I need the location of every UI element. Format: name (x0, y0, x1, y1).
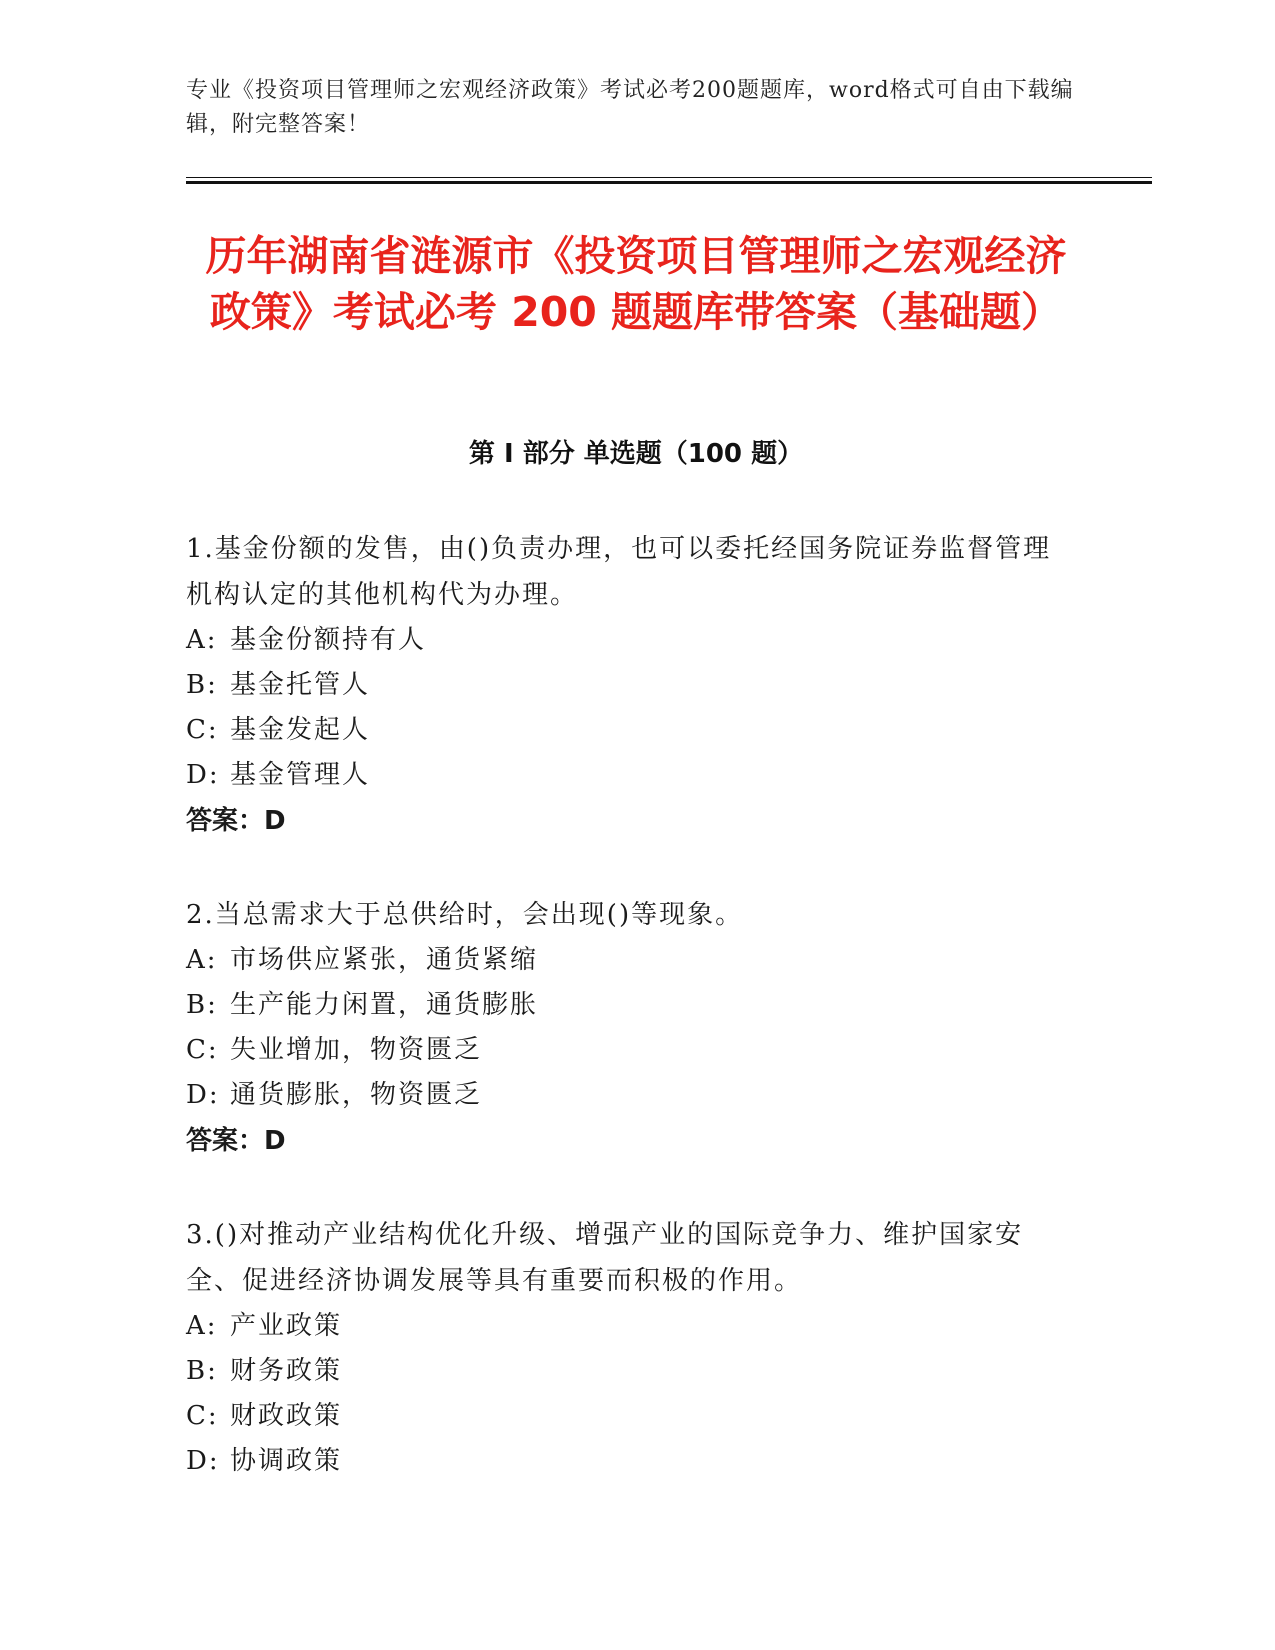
option-text: 基金管理人 (230, 760, 371, 790)
option-text: 基金份额持有人 (230, 625, 427, 655)
question-2 (186, 892, 1066, 1164)
answer-line: 答案：D (186, 1126, 286, 1156)
question-stem: 3.()对推动产业结构优化升级、增强产业的国际竞争力、维护国家安全、促进经济协调发展等具有重要而积极的作用。 (186, 1220, 1024, 1296)
option-text: 产业政策 (230, 1311, 343, 1341)
option-label: B: (186, 670, 218, 700)
option-c (186, 1394, 1066, 1439)
option-a (186, 618, 1066, 663)
document-title: 历年湖南省涟源市《投资项目管理师之宏观经济政策》考试必考 200 题题库带答案（基础题） (205, 232, 1067, 336)
option-text: 协调政策 (230, 1446, 343, 1476)
option-label: A: (186, 1311, 218, 1341)
question-1 (186, 526, 1066, 844)
option-text: 财政政策 (230, 1401, 343, 1431)
header-rule-thin (186, 177, 1152, 178)
option-text: 失业增加，物资匮乏 (230, 1035, 483, 1065)
option-label: C: (186, 1035, 219, 1065)
option-label: B: (186, 990, 218, 1020)
option-label: A: (186, 625, 218, 655)
option-label: A: (186, 945, 218, 975)
option-label: B: (186, 1356, 218, 1386)
option-c (186, 1028, 1066, 1073)
question-stem: 2.当总需求大于总供给时，会出现()等现象。 (186, 900, 744, 930)
option-b (186, 983, 1066, 1028)
option-label: D: (186, 760, 220, 790)
option-a (186, 1304, 1066, 1349)
question-stem: 1.基金份额的发售，由()负责办理，也可以委托经国务院证券监督管理机构认定的其他机构代为办理。 (186, 534, 1052, 610)
option-text: 市场供应紧张，通货紧缩 (230, 945, 539, 975)
option-b (186, 1349, 1066, 1394)
option-d (186, 1439, 1066, 1484)
header-note: 专业《投资项目管理师之宏观经济政策》考试必考200题题库，word格式可自由下载编辑，附完整答案！ (186, 78, 1074, 137)
option-text: 财务政策 (230, 1356, 343, 1386)
option-label: D: (186, 1080, 220, 1110)
option-label: D: (186, 1446, 220, 1476)
option-b (186, 663, 1066, 708)
option-label: C: (186, 715, 219, 745)
option-a (186, 938, 1066, 983)
answer-line: 答案：D (186, 806, 286, 836)
option-text: 基金发起人 (230, 715, 371, 745)
question-list (186, 526, 1066, 1532)
option-text: 基金托管人 (230, 670, 371, 700)
option-text: 生产能力闲置，通货膨胀 (230, 990, 539, 1020)
header-rule-thick (186, 181, 1152, 184)
option-text: 通货膨胀，物资匮乏 (230, 1080, 483, 1110)
option-d (186, 1073, 1066, 1118)
section-title: 第 I 部分 单选题（100 题） (468, 439, 804, 469)
option-c (186, 708, 1066, 753)
option-d (186, 753, 1066, 798)
question-3 (186, 1212, 1066, 1484)
option-label: C: (186, 1401, 219, 1431)
